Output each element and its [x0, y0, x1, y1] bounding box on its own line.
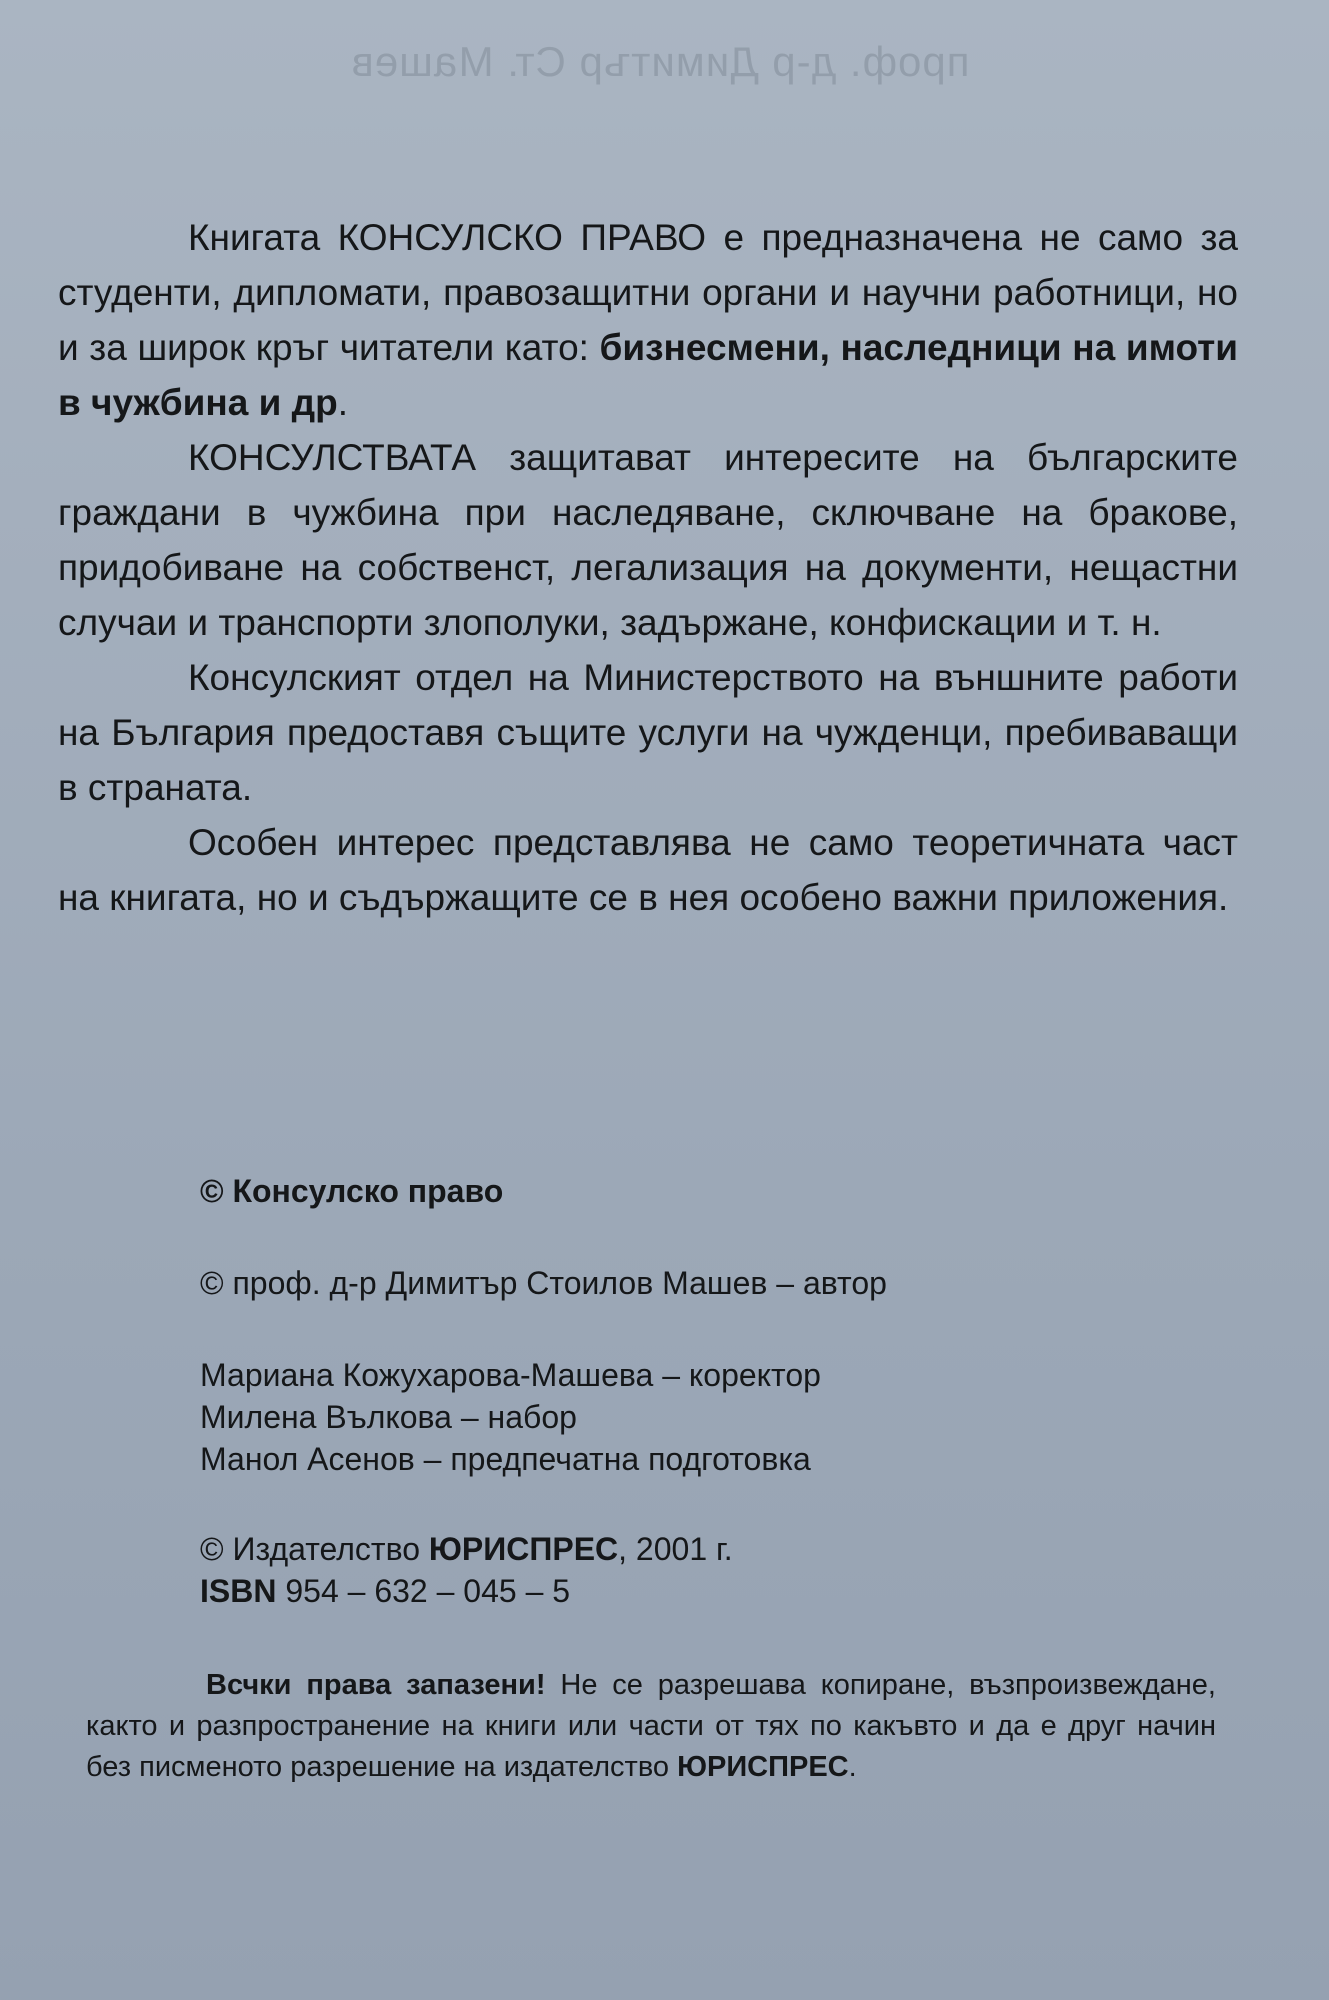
isbn-label: ISBN [200, 1573, 277, 1609]
description-text [58, 210, 1238, 925]
publisher-prefix: © Издателство [200, 1531, 429, 1567]
rights-paragraph [86, 1665, 1216, 1788]
copyright-title: © Консулско право [200, 1173, 504, 1209]
rights-end: . [848, 1751, 857, 1783]
paragraph-1-intro: Книгата КОНСУЛСКО ПРАВО е предназначена не само за студенти, дипломати, правозащитни органи и научни работници, но и за широк кръг читатели като: [58, 217, 1238, 368]
isbn-line [200, 1570, 1260, 1612]
author-credit: © проф. д-р Димитър Стоилов Машев – автор [200, 1265, 887, 1301]
rights-bold: Всчки права запазени! [206, 1669, 546, 1701]
publisher-year: , 2001 г. [618, 1531, 733, 1567]
typesetting-credit: Милена Вълкова – набор [200, 1399, 577, 1435]
publisher-line [200, 1528, 1260, 1570]
rights-publisher: ЮРИСПРЕС [677, 1751, 849, 1783]
publisher-name: ЮРИСПРЕС [428, 1531, 619, 1567]
colophon [200, 1170, 1260, 1612]
prepress-credit: Манол Асенов – предпечатна подготовка [200, 1441, 811, 1477]
corrector-credit: Мариана Кожухарова-Машева – коректор [200, 1357, 821, 1393]
paragraph-1-end: . [337, 382, 348, 423]
ghost-header-bleedthrough: проф. д-р Димитър Ст. Машев [350, 38, 970, 85]
paragraph-1 [58, 210, 1238, 430]
paragraph-4: Особен интерес представлява не само теоретичната част на книгата, но и съдържащите се в нея особено важни приложения. [58, 822, 1238, 918]
paragraph-2: КОНСУЛСТВАТА защитават интересите на българските граждани в чужбина при наследяване, сключване на бракове, придобиване на собственст, легализация на документи, нещастни случаи и транспорти злополуки, задържане, конфискации и т. н. [58, 437, 1238, 643]
paragraph-3: Консулският отдел на Министерството на външните работи на България предоставя същите услуги на чужденци, пребиваващи в страната. [58, 657, 1238, 808]
rights-notice [86, 1665, 1216, 1788]
rights-text: Не се разрешава копиране, възпроизвеждане, както и разпространение на книги или части от тях по какъвто и да е друг начин без писменото разрешение на издателство [86, 1669, 1216, 1783]
paragraph-1-bold: бизнесмени, наследници на имоти в чужбина и др [58, 327, 1239, 423]
isbn-value: 954 – 632 – 045 – 5 [276, 1573, 571, 1609]
